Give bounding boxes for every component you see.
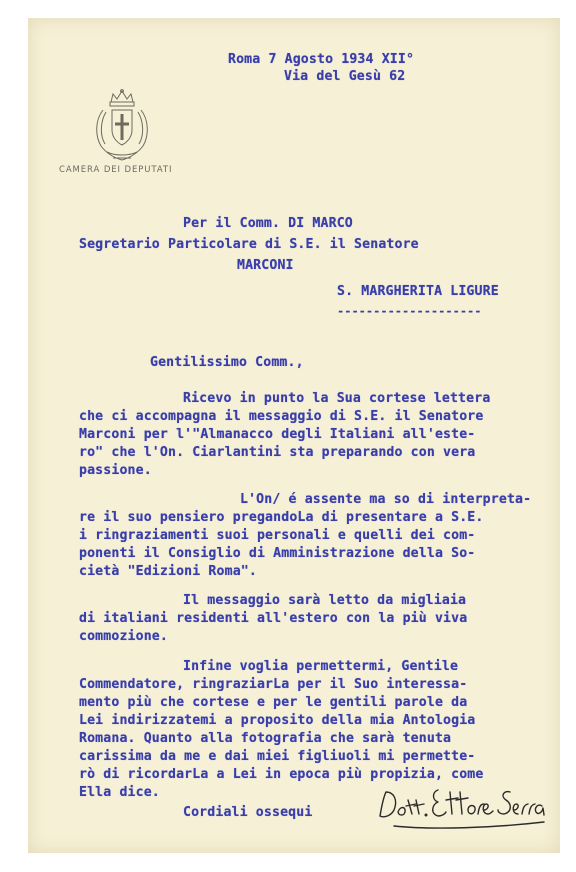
paragraph-3-line-2: di italiani residenti all'estero con la più viva (79, 611, 468, 626)
coat-of-arms-icon (93, 88, 151, 164)
handwritten-signature-icon (372, 770, 552, 838)
paragraph-1-line-2: che ci accompagna il messaggio di S.E. il Senatore (79, 409, 484, 424)
recipient-line-1: Per il Comm. DI MARCO (183, 216, 353, 231)
paragraph-2-line-3: i ringraziamenti suoi personali e quelli dei com- (79, 528, 476, 543)
paragraph-4-line-8: Ella dice. (79, 785, 160, 800)
location-underline: -------------------- (337, 304, 482, 318)
date-line: Roma 7 Agosto 1934 XII° (228, 52, 415, 67)
paragraph-2-line-2: re il suo pensiero pregandoLa di presentare a S.E. (79, 510, 484, 525)
paragraph-1-line-5: passione. (79, 463, 152, 478)
recipient-location: S. MARGHERITA LIGURE (337, 284, 499, 299)
paragraph-2-line-5: cietà "Edizioni Roma". (79, 564, 257, 579)
paragraph-4-line-3: mento più che cortese e per le gentili parole da (79, 695, 468, 710)
paragraph-4-line-6: carissima da me e dai miei figliuoli mi permette- (79, 749, 476, 764)
address-line: Via del Gesù 62 (284, 69, 406, 84)
paragraph-4-line-2: Commendatore, ringraziarLa per il Suo interessa- (79, 677, 468, 692)
paragraph-4-line-4: Lei indirizzatemi a proposito della mia Antologia (79, 713, 476, 728)
paragraph-4-line-1: Infine voglia permettermi, Gentile (183, 659, 459, 674)
paragraph-3-line-3: commozione. (79, 629, 168, 644)
paragraph-1-line-4: ro" che l'On. Ciarlantini sta preparando con vera (79, 445, 476, 460)
paragraph-2-line-4: ponenti il Consiglio di Amministrazione della So- (79, 546, 476, 561)
letterhead-institution: CAMERA DEI DEPUTATI (59, 165, 173, 175)
salutation: Gentilissimo Comm., (150, 355, 304, 370)
paragraph-4-line-5: Romana. Quanto alla fotografia che sarà tenuta (79, 731, 452, 746)
paragraph-2-line-1: L'On/ é assente ma so di interpreta- (240, 492, 532, 507)
paragraph-4-line-7: rò di ricordarLa a Lei in epoca più propizia, come (79, 767, 484, 782)
paragraph-1-line-3: Marconi per l'"Almanacco degli Italiani all'este- (79, 427, 476, 442)
recipient-line-3: MARCONI (237, 258, 294, 273)
recipient-line-2: Segretario Particolare di S.E. il Senatore (79, 237, 419, 252)
paragraph-1-line-1: Ricevo in punto la Sua cortese lettera (183, 391, 491, 406)
paragraph-3-line-1: Il messaggio sarà letto da migliaia (183, 593, 467, 608)
closing: Cordiali ossequi (183, 805, 313, 820)
